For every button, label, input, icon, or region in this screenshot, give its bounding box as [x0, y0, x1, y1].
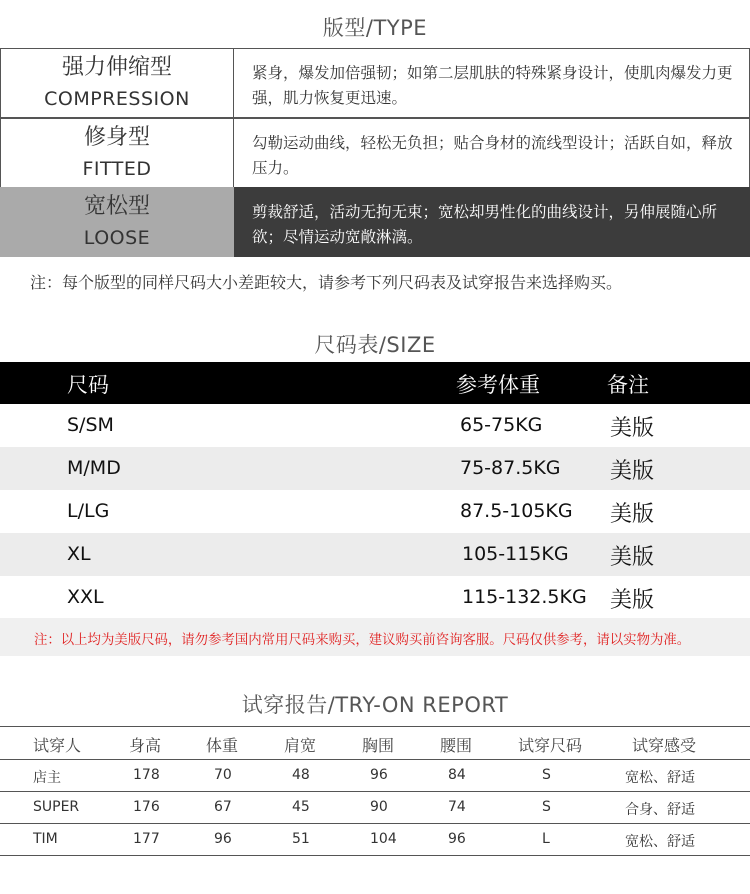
tryon-cell: 176: [133, 799, 160, 815]
tryon-cell: 90: [370, 799, 388, 815]
size-row: [0, 533, 750, 576]
tryon-header-cell: 试穿感受: [632, 736, 697, 755]
tryon-section-title: 试穿报告/TRY-ON REPORT: [241, 693, 509, 717]
tryon-cell: 84: [448, 767, 466, 783]
type-description: 剪裁舒适，活动无拘无束；宽松却男性化的曲线设计，另伸展随心所欲；尽情运动宽敞淋漓。: [234, 187, 750, 257]
header-note: 备注: [607, 373, 649, 397]
tryon-header-cell: 胸围: [362, 736, 395, 755]
tryon-cell: 177: [133, 831, 160, 847]
tryon-cell: 宽松、舒适: [625, 770, 695, 786]
note-cell: 美版: [610, 502, 655, 527]
tryon-cell: 67: [214, 799, 232, 815]
type-row-compression: [0, 48, 750, 118]
type-section-title: 版型/TYPE: [322, 16, 428, 40]
tryon-cell: 104: [370, 831, 397, 847]
tryon-cell: 74: [448, 799, 466, 815]
note-cell: 美版: [610, 416, 655, 441]
weight-cell: 65-75KG: [460, 414, 543, 436]
type-description: 紧身，爆发加倍强韧；如第二层肌肤的特殊紧身设计，使肌肉爆发力更强，肌力恢复更迅速。: [234, 48, 750, 118]
tryon-cell: 96: [214, 831, 232, 847]
type-note: 注：每个版型的同样尺码大小差距较大，请参考下列尺码表及试穿报告来选择购买。: [30, 273, 623, 292]
tryon-cell: 48: [292, 767, 310, 783]
size-row: [0, 447, 750, 490]
tryon-row: [0, 792, 750, 824]
header-size: 尺码: [67, 373, 109, 397]
type-row-loose: [0, 187, 750, 257]
tryon-cell: S: [542, 799, 551, 815]
tryon-cell: 合身、舒适: [625, 802, 695, 818]
type-row-fitted: [0, 118, 750, 188]
tryon-cell: S: [542, 767, 551, 783]
size-cell: M/MD: [67, 457, 121, 479]
note-cell: 美版: [610, 588, 655, 613]
size-row: [0, 404, 750, 447]
type-name-en: FITTED: [82, 158, 152, 180]
tryon-cell: L: [542, 831, 550, 847]
size-warning: 注：以上均为美版尺码，请勿参考国内常用尺码来购买，建议购买前咨询客服。尺码仅供参考，请以实物为准。: [0, 618, 750, 656]
note-cell: 美版: [610, 545, 655, 570]
tryon-cell: 51: [292, 831, 310, 847]
tryon-header-cell: 腰围: [440, 736, 473, 755]
size-section-title: 尺码表/SIZE: [314, 333, 436, 357]
tryon-table: [0, 726, 750, 856]
tryon-header-cell: 身高: [129, 736, 162, 755]
tryon-cell: 45: [292, 799, 310, 815]
tryon-cell: TIM: [33, 831, 58, 847]
tryon-header-row: [0, 727, 750, 760]
type-name-cell: [0, 187, 234, 257]
type-name-en: COMPRESSION: [44, 88, 190, 110]
weight-cell: 87.5-105KG: [460, 500, 573, 522]
type-name-zh: 强力伸缩型: [61, 55, 172, 80]
tryon-cell: 96: [370, 767, 388, 783]
type-name-zh: 宽松型: [83, 194, 150, 219]
tryon-header-cell: 肩宽: [284, 736, 317, 755]
size-cell: XXL: [67, 586, 104, 608]
size-cell: S/SM: [67, 414, 114, 436]
tryon-header-cell: 试穿人: [33, 736, 82, 755]
size-cell: XL: [67, 543, 91, 565]
weight-cell: 115-132.5KG: [462, 586, 587, 608]
type-name-zh: 修身型: [83, 125, 150, 150]
tryon-header-cell: 试穿尺码: [518, 736, 583, 755]
tryon-header-cell: 体重: [206, 736, 239, 755]
weight-cell: 75-87.5KG: [460, 457, 561, 479]
weight-cell: 105-115KG: [462, 543, 569, 565]
size-row: [0, 490, 750, 533]
tryon-row: [0, 824, 750, 856]
type-name-en: LOOSE: [83, 227, 151, 249]
header-weight: 参考体重: [456, 373, 540, 397]
type-table: [0, 48, 750, 257]
size-row: [0, 576, 750, 619]
type-name-cell: [0, 48, 234, 118]
type-name-cell: [0, 118, 234, 188]
tryon-cell: 店主: [33, 770, 61, 786]
tryon-cell: 宽松、舒适: [625, 834, 695, 850]
tryon-cell: 96: [448, 831, 466, 847]
type-description: 勾勒运动曲线，轻松无负担；贴合身材的流线型设计；活跃自如，释放压力。: [234, 118, 750, 188]
tryon-cell: 70: [214, 767, 232, 783]
size-cell: L/LG: [67, 500, 110, 522]
note-cell: 美版: [610, 459, 655, 484]
tryon-cell: 178: [133, 767, 160, 783]
tryon-row: [0, 760, 750, 792]
size-table-header: [0, 362, 750, 404]
tryon-cell: SUPER: [33, 799, 80, 815]
